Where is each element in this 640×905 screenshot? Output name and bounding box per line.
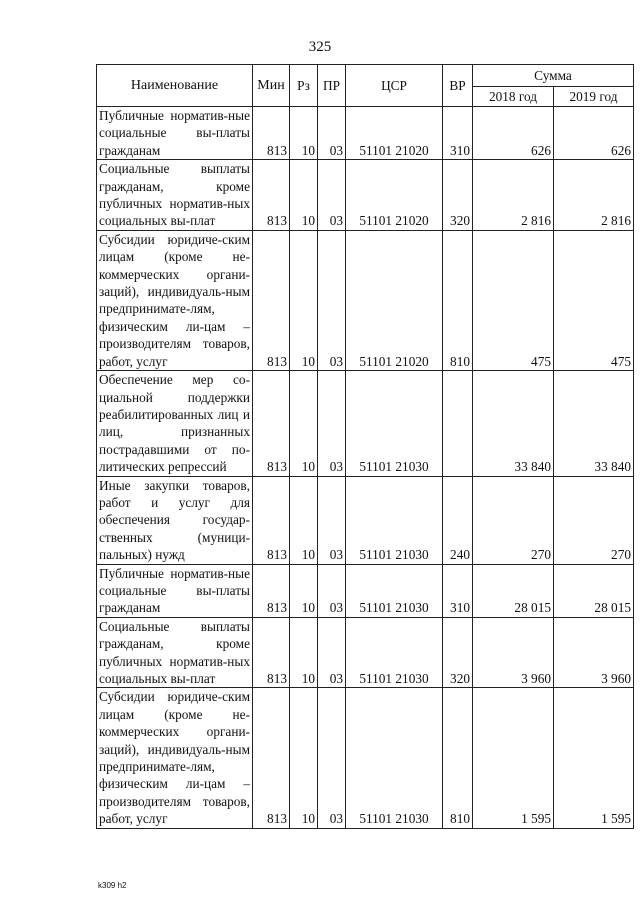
row-csr: 51101 21030 — [346, 371, 443, 476]
header-vr: ВР — [443, 65, 473, 107]
row-pr: 03 — [318, 107, 346, 160]
row-sum-2018: 3 960 — [473, 617, 554, 688]
row-sum-2018: 270 — [473, 476, 554, 564]
row-sum-2019: 626 — [554, 107, 634, 160]
row-name: Субсидии юридиче-ским лицам (кроме не-коммерческих органи-заций), индивидуаль-ным предпринимате-лям, физическим ли-цам – производителям товаров, работ, услуг — [97, 230, 253, 370]
row-pr: 03 — [318, 564, 346, 617]
header-csr: ЦСР — [346, 65, 443, 107]
row-min: 813 — [253, 476, 290, 564]
row-rz: 10 — [290, 107, 318, 160]
row-vr: 320 — [443, 617, 473, 688]
row-sum-2018: 33 840 — [473, 371, 554, 476]
row-sum-2018: 1 595 — [473, 688, 554, 828]
row-sum-2019: 28 015 — [554, 564, 634, 617]
row-rz: 10 — [290, 617, 318, 688]
table-row — [97, 230, 634, 370]
row-vr: 810 — [443, 230, 473, 370]
row-min: 813 — [253, 160, 290, 231]
row-vr: 310 — [443, 107, 473, 160]
row-csr: 51101 21020 — [346, 107, 443, 160]
row-min: 813 — [253, 617, 290, 688]
header-rz: Рз — [290, 65, 318, 107]
row-vr: 810 — [443, 688, 473, 828]
row-min: 813 — [253, 564, 290, 617]
row-pr: 03 — [318, 476, 346, 564]
row-min: 813 — [253, 107, 290, 160]
row-sum-2019: 475 — [554, 230, 634, 370]
table-row — [97, 107, 634, 160]
row-pr: 03 — [318, 160, 346, 231]
table-row — [97, 688, 634, 828]
row-min: 813 — [253, 371, 290, 476]
row-name: Обеспечение мер со-циальной поддержки реабилитированных лиц и лиц, признанных пострадавшими от по-литических репрессий — [97, 371, 253, 476]
row-name: Субсидии юридиче-ским лицам (кроме не-коммерческих органи-заций), индивидуаль-ным предпринимате-лям, физическим ли-цам – производителям товаров, работ, услуг — [97, 688, 253, 828]
row-rz: 10 — [290, 688, 318, 828]
row-rz: 10 — [290, 230, 318, 370]
row-sum-2019: 2 816 — [554, 160, 634, 231]
table-row — [97, 476, 634, 564]
row-sum-2019: 3 960 — [554, 617, 634, 688]
row-vr: 240 — [443, 476, 473, 564]
budget-table — [96, 64, 634, 829]
row-sum-2018: 475 — [473, 230, 554, 370]
row-pr: 03 — [318, 371, 346, 476]
header-name: Наименование — [97, 65, 253, 107]
row-csr: 51101 21030 — [346, 617, 443, 688]
table-row — [97, 160, 634, 231]
row-csr: 51101 21020 — [346, 160, 443, 231]
row-min: 813 — [253, 688, 290, 828]
row-sum-2019: 33 840 — [554, 371, 634, 476]
footer-code: k309 h2 — [98, 881, 127, 890]
row-sum-2019: 270 — [554, 476, 634, 564]
header-year-2018: 2018 год — [473, 87, 554, 107]
table-row — [97, 617, 634, 688]
row-rz: 10 — [290, 476, 318, 564]
row-csr: 51101 21030 — [346, 564, 443, 617]
row-csr: 51101 21030 — [346, 688, 443, 828]
table-row — [97, 371, 634, 476]
table-body — [97, 107, 634, 829]
row-sum-2019: 1 595 — [554, 688, 634, 828]
table-row — [97, 564, 634, 617]
row-name: Социальные выплаты гражданам, кроме публичных норматив-ных социальных вы-плат — [97, 160, 253, 231]
header-year-2019: 2019 год — [554, 87, 634, 107]
row-rz: 10 — [290, 371, 318, 476]
row-rz: 10 — [290, 160, 318, 231]
row-sum-2018: 2 816 — [473, 160, 554, 231]
row-csr: 51101 21020 — [346, 230, 443, 370]
row-vr — [443, 371, 473, 476]
table-header — [97, 65, 634, 107]
row-pr: 03 — [318, 617, 346, 688]
row-name: Публичные норматив-ные социальные вы-платы гражданам — [97, 107, 253, 160]
row-sum-2018: 28 015 — [473, 564, 554, 617]
row-name: Публичные норматив-ные социальные вы-платы гражданам — [97, 564, 253, 617]
header-sum: Сумма — [473, 65, 634, 87]
page-number: 325 — [308, 39, 332, 55]
row-pr: 03 — [318, 688, 346, 828]
row-vr: 310 — [443, 564, 473, 617]
header-min: Мин — [253, 65, 290, 107]
row-name: Иные закупки товаров, работ и услуг для обеспечения государ-ственных (муници-пальных) нужд — [97, 476, 253, 564]
row-vr: 320 — [443, 160, 473, 231]
row-sum-2018: 626 — [473, 107, 554, 160]
row-rz: 10 — [290, 564, 318, 617]
row-min: 813 — [253, 230, 290, 370]
row-name: Социальные выплаты гражданам, кроме публичных норматив-ных социальных вы-плат — [97, 617, 253, 688]
header-pr: ПР — [318, 65, 346, 107]
row-pr: 03 — [318, 230, 346, 370]
row-csr: 51101 21030 — [346, 476, 443, 564]
